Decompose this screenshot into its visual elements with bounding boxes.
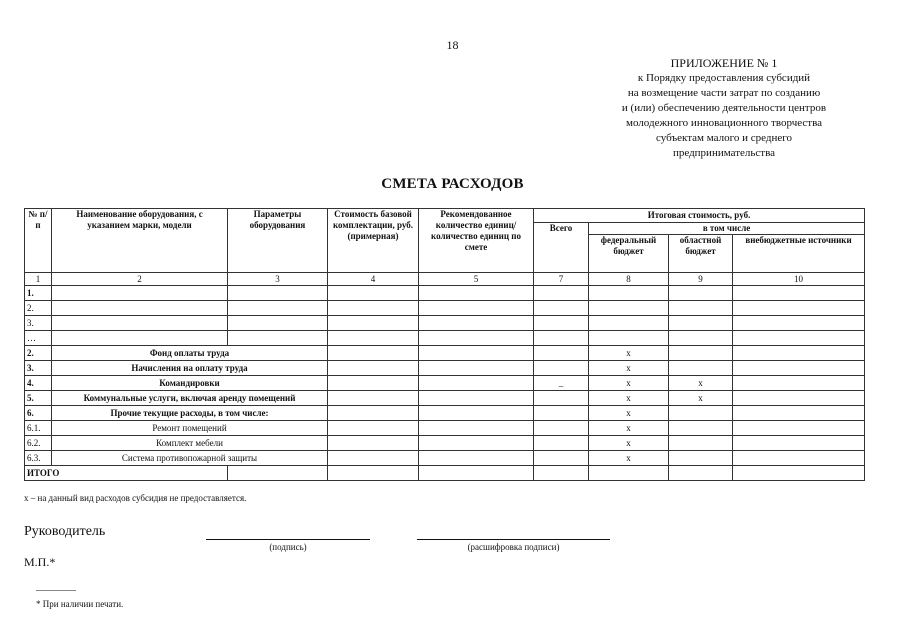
row-federal (589, 466, 669, 481)
row-params (228, 286, 328, 301)
total-label: ИТОГО (25, 466, 228, 481)
row-regional (669, 361, 733, 376)
appendix-line: и (или) обеспечению деятельности центров (621, 102, 827, 114)
row-number: 3. (25, 316, 52, 331)
row-extrabudget (733, 376, 865, 391)
row-extrabudget (733, 331, 865, 346)
row-quantity (419, 361, 534, 376)
row-total (534, 421, 589, 436)
row-extrabudget (733, 451, 865, 466)
row-extrabudget (733, 361, 865, 376)
header-num: № п/п (25, 209, 52, 273)
row-name: Прочие текущие расходы, в том числе: (52, 406, 328, 421)
header-params: Параметры оборудования (228, 209, 328, 273)
appendix-line: субъектам малого и среднего (656, 132, 792, 144)
row-quantity (419, 406, 534, 421)
column-number: 1 (25, 273, 52, 286)
row-params (228, 316, 328, 331)
table-row (25, 361, 865, 376)
row-number: 2. (25, 301, 52, 316)
row-cost (328, 376, 419, 391)
row-number: 6. (25, 406, 52, 421)
header-regional: областной бюджет (669, 235, 733, 273)
appendix-line: на возмещение части затрат по созданию (627, 87, 821, 99)
row-quantity (419, 286, 534, 301)
page-number: 18 (446, 38, 459, 52)
total-row (25, 466, 865, 481)
footnote-separator (36, 590, 76, 591)
row-total (534, 346, 589, 361)
row-extrabudget (733, 286, 865, 301)
row-extrabudget (733, 436, 865, 451)
row-total (534, 286, 589, 301)
table-row (25, 406, 865, 421)
row-name: Ремонт помещений (52, 421, 328, 436)
appendix-line: молодежного инновационного творчества (625, 117, 823, 129)
row-federal: x (589, 346, 669, 361)
row-cost (328, 406, 419, 421)
table-row (25, 421, 865, 436)
column-number: 7 (534, 273, 589, 286)
header-name: Наименование оборудования, с указанием марки, модели (52, 209, 228, 273)
row-name: Комплект мебели (52, 436, 328, 451)
row-params (228, 466, 328, 481)
row-extrabudget (733, 391, 865, 406)
head-label: Руководитель (24, 524, 106, 539)
row-name: Фонд оплаты труда (52, 346, 328, 361)
column-number: 10 (733, 273, 865, 286)
signature-decode-caption: (расшифровка подписи) (467, 542, 560, 552)
row-quantity (419, 331, 534, 346)
row-quantity (419, 376, 534, 391)
column-number: 5 (419, 273, 534, 286)
header-total-group: Итоговая стоимость, руб. (534, 209, 865, 223)
header-including: в том числе (589, 223, 865, 235)
row-regional (669, 346, 733, 361)
row-quantity (419, 391, 534, 406)
stamp-note: * При наличии печати. (36, 599, 124, 609)
table-row (25, 331, 865, 346)
row-number: 5. (25, 391, 52, 406)
row-federal: x (589, 391, 669, 406)
header-total-all: Всего (534, 223, 589, 273)
row-total (534, 466, 589, 481)
row-quantity (419, 346, 534, 361)
header-quantity: Рекомендованное количество единиц/количество единиц по смете (419, 209, 534, 273)
appendix-block (590, 56, 858, 161)
row-name: Коммунальные услуги, включая аренду помещений (52, 391, 328, 406)
row-quantity (419, 421, 534, 436)
row-quantity (419, 301, 534, 316)
row-regional: x (669, 391, 733, 406)
row-name (52, 316, 228, 331)
row-total (534, 331, 589, 346)
row-regional (669, 301, 733, 316)
header-cost: Стоимость базовой комплектации, руб. (примерная) (328, 209, 419, 273)
row-cost (328, 466, 419, 481)
row-regional (669, 286, 733, 301)
table-row (25, 436, 865, 451)
column-number: 9 (669, 273, 733, 286)
row-params (228, 331, 328, 346)
row-federal (589, 286, 669, 301)
signature-line (206, 539, 370, 540)
row-federal: x (589, 451, 669, 466)
row-extrabudget (733, 466, 865, 481)
appendix-title: ПРИЛОЖЕНИЕ № 1 (670, 56, 778, 70)
row-regional (669, 316, 733, 331)
column-number: 3 (228, 273, 328, 286)
row-total (534, 301, 589, 316)
row-name (52, 286, 228, 301)
row-total (534, 436, 589, 451)
row-cost (328, 451, 419, 466)
row-federal (589, 316, 669, 331)
appendix-line: к Порядку предоставления субсидий (637, 72, 811, 84)
column-number: 2 (52, 273, 228, 286)
row-cost (328, 421, 419, 436)
row-federal (589, 331, 669, 346)
row-federal (589, 301, 669, 316)
row-number: 1. (25, 286, 52, 301)
row-federal: x (589, 406, 669, 421)
row-total: _ (534, 376, 589, 391)
stamp-label: М.П.* (24, 555, 56, 569)
table-row (25, 316, 865, 331)
row-extrabudget (733, 421, 865, 436)
row-regional (669, 421, 733, 436)
row-number: … (25, 331, 52, 346)
table-row (25, 391, 865, 406)
row-extrabudget (733, 406, 865, 421)
row-quantity (419, 451, 534, 466)
row-number: 4. (25, 376, 52, 391)
row-federal: x (589, 436, 669, 451)
row-name (52, 331, 228, 346)
row-quantity (419, 466, 534, 481)
row-total (534, 406, 589, 421)
row-cost (328, 391, 419, 406)
row-cost (328, 331, 419, 346)
row-number: 6.2. (25, 436, 52, 451)
table-row (25, 301, 865, 316)
row-name: Система противопожарной защиты (52, 451, 328, 466)
row-extrabudget (733, 316, 865, 331)
row-total (534, 451, 589, 466)
signature-decode-line (417, 539, 610, 540)
row-regional (669, 406, 733, 421)
table-row (25, 376, 865, 391)
row-number: 6.1. (25, 421, 52, 436)
row-regional (669, 451, 733, 466)
row-extrabudget (733, 301, 865, 316)
row-number: 6.3. (25, 451, 52, 466)
row-quantity (419, 436, 534, 451)
signature-caption: (подпись) (269, 542, 307, 552)
table-row (25, 346, 865, 361)
row-federal: x (589, 421, 669, 436)
table-row (25, 451, 865, 466)
row-cost (328, 316, 419, 331)
row-cost (328, 286, 419, 301)
row-extrabudget (733, 346, 865, 361)
row-regional: x (669, 376, 733, 391)
row-regional (669, 466, 733, 481)
column-number: 8 (589, 273, 669, 286)
row-cost (328, 301, 419, 316)
row-total (534, 391, 589, 406)
header-extrabudget: внебюджетные источники (733, 235, 865, 273)
row-number: 3. (25, 361, 52, 376)
row-cost (328, 436, 419, 451)
row-name: Командировки (52, 376, 328, 391)
row-total (534, 361, 589, 376)
row-quantity (419, 316, 534, 331)
row-regional (669, 331, 733, 346)
row-params (228, 301, 328, 316)
row-federal: x (589, 361, 669, 376)
row-name: Начисления на оплату труда (52, 361, 328, 376)
estimate-table (24, 208, 865, 481)
row-federal: x (589, 376, 669, 391)
row-total (534, 316, 589, 331)
appendix-line: предпринимательства (672, 147, 776, 159)
column-number: 4 (328, 273, 419, 286)
header-federal: федеральный бюджет (589, 235, 669, 273)
column-numbers-row (25, 273, 865, 286)
row-cost (328, 346, 419, 361)
row-number: 2. (25, 346, 52, 361)
x-footnote: x – на данный вид расходов субсидия не предоставляется. (24, 493, 247, 503)
row-cost (328, 361, 419, 376)
table-row (25, 286, 865, 301)
document-title: СМЕТА РАСХОДОВ (381, 176, 524, 192)
row-name (52, 301, 228, 316)
row-regional (669, 436, 733, 451)
